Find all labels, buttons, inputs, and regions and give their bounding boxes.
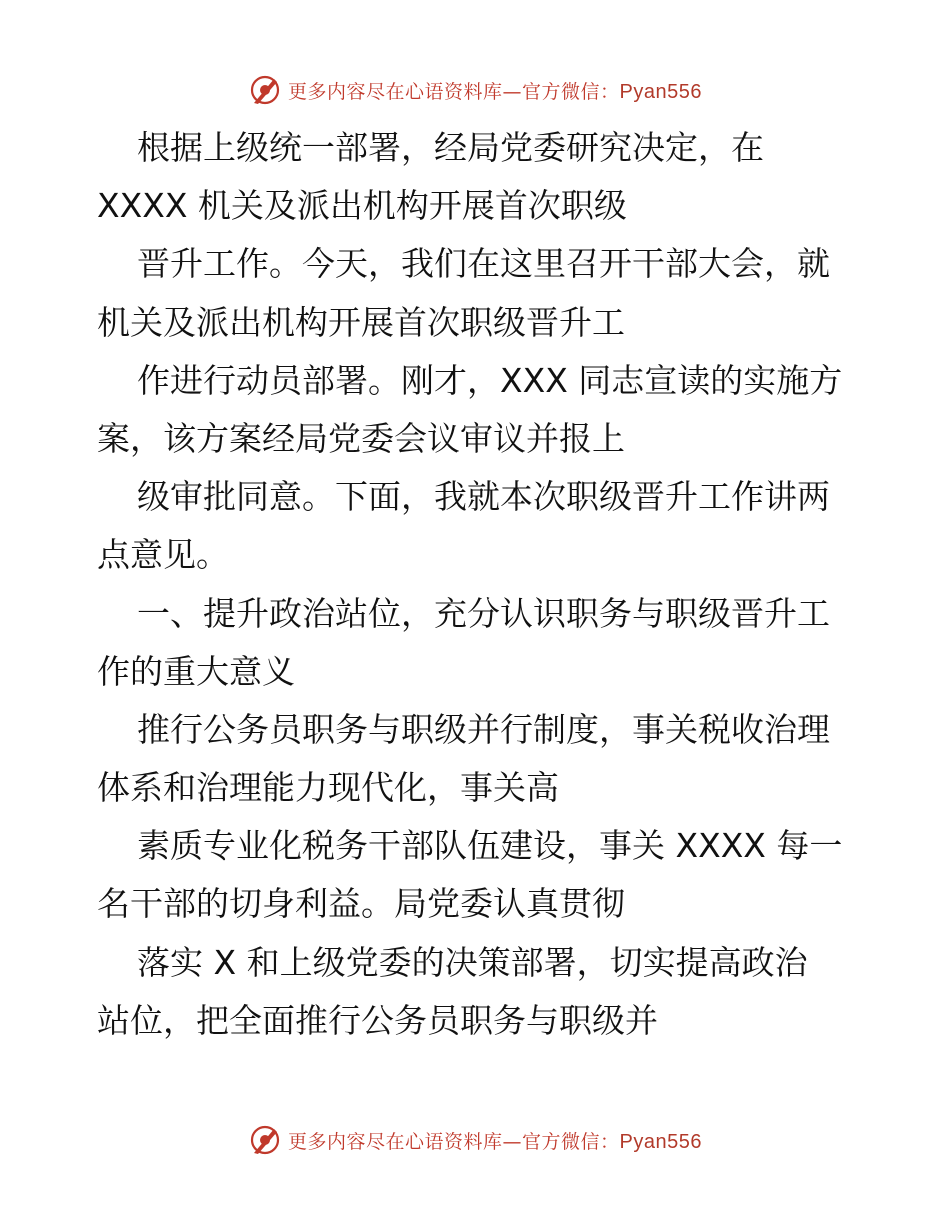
document-line: 一、提升政治站位，充分认识职务与职级晋升工 bbox=[137, 593, 830, 633]
document-line: 级审批同意。下面，我就本次职级晋升工作讲两 bbox=[137, 477, 830, 517]
document-line: 案，该方案经局党委会议审议并报上 bbox=[97, 418, 625, 458]
document-body bbox=[97, 119, 857, 1050]
document-line: 名干部的切身利益。局党委认真贯彻 bbox=[97, 884, 625, 924]
document-line: 作进行动员部署。刚才，XXX 同志宣读的实施方 bbox=[137, 360, 843, 400]
document-line: 作的重大意义 bbox=[97, 651, 295, 691]
document-line: 落实 X 和上级党委的决策部署，切实提高政治 bbox=[137, 942, 808, 982]
watermark-text: 更多内容尽在心语资料库—官方微信：Pyan556 bbox=[288, 1130, 702, 1153]
document-line: 素质专业化税务干部队伍建设，事关 XXXX 每一 bbox=[137, 826, 843, 866]
watermark-text: 更多内容尽在心语资料库—官方微信：Pyan556 bbox=[288, 80, 702, 103]
header-watermark bbox=[0, 70, 950, 110]
document-line: 晋升工作。今天，我们在这里召开干部大会，就 bbox=[137, 244, 830, 284]
quill-seal-icon bbox=[248, 1123, 282, 1157]
footer-watermark bbox=[0, 1120, 950, 1160]
document-line: 体系和治理能力现代化，事关高 bbox=[97, 768, 559, 808]
watermark-wechat-id: Pyan556 bbox=[619, 1130, 702, 1153]
document-line: 根据上级统一部署，经局党委研究决定，在 bbox=[137, 128, 764, 167]
document-line: 点意见。 bbox=[97, 535, 229, 575]
document-line: 站位，把全面推行公务员职务与职级并 bbox=[97, 1000, 658, 1040]
document-line: 推行公务员职务与职级并行制度，事关税收治理 bbox=[137, 709, 830, 749]
watermark-wechat-id: Pyan556 bbox=[619, 80, 702, 103]
document-line: 机关及派出机构开展首次职级晋升工 bbox=[97, 302, 625, 342]
document-line: XXXX 机关及派出机构开展首次职级 bbox=[97, 186, 627, 226]
quill-seal-icon bbox=[248, 73, 282, 107]
